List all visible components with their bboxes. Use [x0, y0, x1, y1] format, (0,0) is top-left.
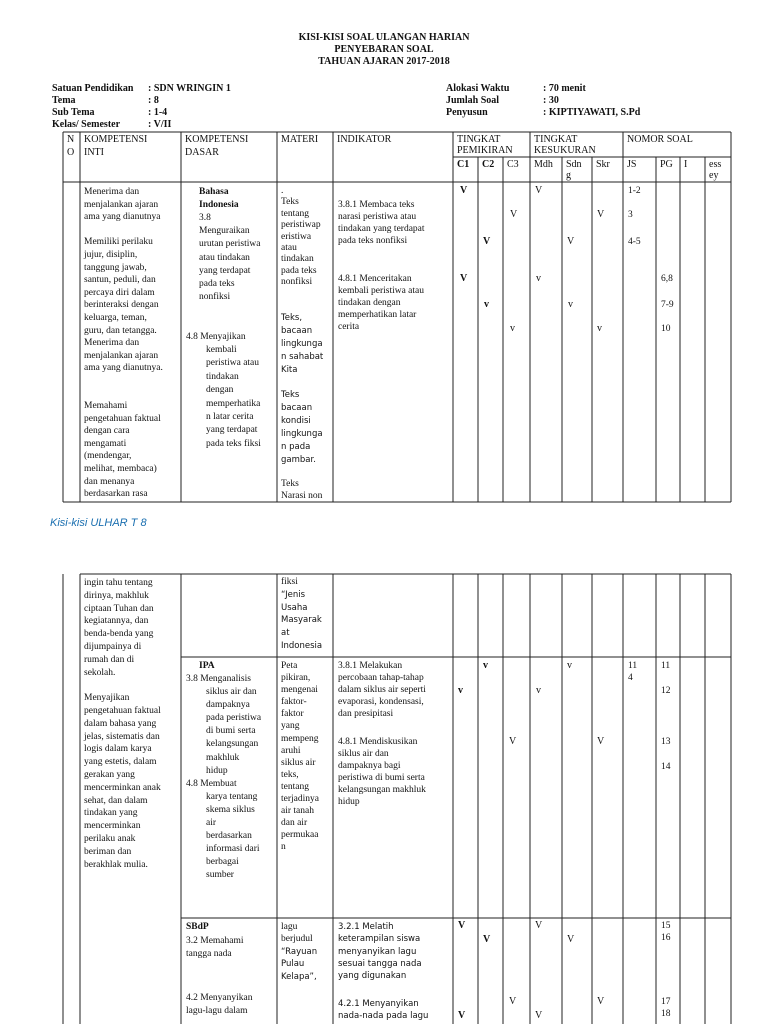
p2-ki-line: mencerminkan anak: [84, 782, 161, 793]
p1-mark-c1: V: [460, 273, 468, 284]
p2-ki-line: perilaku anak: [84, 833, 136, 844]
jumlah-label: Jumlah Soal: [446, 95, 500, 106]
p1-materi-line: tentang: [281, 208, 309, 219]
p2-ki-line: dijumpainya di: [84, 641, 142, 652]
p2-ipa-materi-line: n: [281, 842, 286, 853]
header-kd-1: KOMPETENSI: [185, 134, 249, 145]
p1-mark-c2: v: [484, 299, 489, 310]
header-essey-2: ey: [709, 170, 719, 181]
p2-sbdp-pg: 15: [661, 921, 671, 931]
p1-ki-line: percaya diri dalam: [84, 287, 155, 298]
p1-mark-sdng: V: [567, 236, 575, 247]
p2-ipa-ind-b: [338, 736, 426, 808]
p2-ipa-materi-line: faktor: [281, 709, 304, 720]
jumlah-value: : 30: [543, 95, 559, 106]
p1-ki-line: [84, 224, 163, 237]
p1-kd-a: [199, 212, 260, 304]
tema-label: Tema: [52, 95, 76, 106]
p1-mark-c3: v: [510, 323, 515, 334]
p2-ki-line: sehat, dan dalam: [84, 795, 148, 806]
p2-sbdp-ind-line: menyanyikan lagu: [338, 946, 417, 957]
p1-mark-mdh: v: [536, 273, 541, 284]
p2-ki-line: tindakan yang: [84, 808, 138, 819]
p1-materi-line: atau: [281, 243, 297, 254]
p2-ipa-kd: [186, 673, 261, 883]
p1-kd-a-line: urutan peristiwa: [199, 239, 261, 250]
p2-ipa-materi-line: air tanah: [281, 806, 314, 817]
p2-ipa-materi-line: mempeng: [281, 733, 319, 744]
header-no-2: O: [67, 147, 75, 158]
p1-kd-b-line: tindakan: [206, 371, 239, 382]
p1-kd-a-line: pada teks: [199, 279, 235, 290]
kelas-value: : V/II: [148, 119, 172, 130]
p2-ipa-kd-line: air: [206, 818, 217, 829]
p2-ipa-materi-line: pikiran,: [281, 673, 311, 684]
p2-ipa-kd-line: informasi dari: [206, 844, 260, 855]
p2-ipa-ind-line: 4.8.1 Mendiskusikan: [338, 737, 418, 747]
p2-ipa-ind-line: dan presipitasi: [338, 709, 394, 719]
p1-kd-b-line: memperhatika: [206, 398, 261, 409]
p2-ipa-materi-line: teks,: [281, 769, 299, 780]
header-nomor-soal: NOMOR SOAL: [627, 134, 693, 145]
p1-mark-skr: v: [597, 323, 602, 334]
p2-ipa-kd-line: karya tentang: [206, 791, 258, 802]
p2-materi-line: Indonesia: [281, 640, 323, 651]
p1-mark-c3: V: [510, 209, 518, 220]
p2-sbdp-ind-line: nada-nada pada lagu: [338, 1011, 429, 1022]
p1-ki-line: Memahami: [84, 401, 128, 412]
kelas-label: Kelas/ Semester: [52, 119, 121, 130]
p2-ipa-materi-line: tentang: [281, 781, 309, 792]
p2-sbdp-pg: 16: [661, 933, 671, 943]
p1-mark-c2: V: [483, 236, 491, 247]
satuan-label: Satuan Pendidikan: [52, 83, 134, 94]
penyusun-label: Penyusun: [446, 107, 488, 118]
p2-sbdp-ind-b: [338, 998, 428, 1023]
p1-materi-line: tindakan: [281, 254, 314, 265]
p1-ki-line: [84, 375, 163, 388]
p1-kd-b: [206, 344, 261, 451]
p2-ki-line: Menyajikan: [84, 693, 130, 704]
document-caption: Kisi-kisi ULHAR T 8: [50, 517, 147, 529]
p1-materi-line: pada teks: [281, 265, 317, 276]
p2-sbdp-ind-line: 4.2.1 Menyanyikan: [338, 999, 419, 1009]
p2-ipa-ind-line: kelangsungan makhluk: [338, 785, 426, 795]
p1-ki-line: ama yang dianutnya: [84, 212, 161, 223]
p2-ki-line: ciptaan Tuhan dan: [84, 603, 154, 614]
p1-ki-text: [84, 186, 163, 501]
p1-materi-c: [281, 389, 323, 467]
p2-ipa-materi-line: yang: [281, 721, 300, 732]
p1-materi-line: lingkunga: [281, 429, 323, 439]
p1-materi-line: bacaan: [281, 326, 313, 336]
p2-ki-line: mencerminkan: [84, 821, 141, 832]
p2-ipa-materi-line: dan air: [281, 818, 308, 829]
satuan-value: : SDN WRINGIN 1: [148, 83, 231, 94]
p1-ki-line: santun, peduli, dan: [84, 275, 156, 286]
p2-sbdp-ind-line: keterampilan siswa: [338, 934, 421, 945]
p2-ipa-ind-line: percobaan tahap-tahap: [338, 673, 424, 683]
p1-indikator-a: [338, 199, 425, 247]
p1-js: 3: [628, 210, 633, 220]
p1-ki-line: (mendengar,: [84, 451, 132, 462]
p1-ki-line: berdasarkan rasa: [84, 489, 148, 500]
header-tp-2: PEMIKIRAN: [457, 145, 513, 156]
p2-ipa-kd-line: berbagai: [206, 857, 239, 868]
p2-mark-c2: V: [483, 934, 491, 945]
p2-mark-mdh: V: [535, 920, 543, 931]
alokasi-label: Alokasi Waktu: [446, 83, 510, 94]
p1-materi-line: Teks,: [281, 313, 303, 323]
p2-ipa-ind-line: hidup: [338, 797, 360, 807]
p1-mark-mdh: V: [535, 185, 543, 196]
p1-ind-line: 3.8.1 Membaca teks: [338, 200, 415, 210]
header-c2: C2: [482, 159, 495, 170]
p2-ki-line: jelas, sistematis dan: [84, 731, 160, 742]
penyusun-value: : KIPTIYAWATI, S.Pd: [543, 107, 641, 118]
p1-indikator-b: [338, 273, 424, 333]
p2-ipa-kd-line: hidup: [206, 765, 228, 776]
p1-kd-b-line: kembali: [206, 345, 237, 355]
p2-materi-line: fiksi: [281, 577, 298, 587]
p2-ipa-materi-line: aruhi: [281, 745, 301, 756]
p1-ki-line: Memiliki perilaku: [84, 237, 153, 248]
p2-ki-line: pengetahuan faktual: [84, 705, 161, 716]
doc-title-line2: PENYEBARAN SOAL: [334, 44, 434, 55]
p1-materi-line: peristiwap: [281, 220, 321, 231]
p1-mark-sdng: v: [568, 299, 573, 310]
p1-ind-line: memperhatikan latar: [338, 310, 417, 320]
subtema-label: Sub Tema: [52, 107, 95, 118]
p1-ind-line: pada teks nonfiksi: [338, 236, 408, 246]
p2-ki-line: dirinya, makhluk: [84, 590, 149, 601]
p1-materi-line: Narasi non: [281, 491, 323, 501]
p2-ki-line: kegiatannya, dan: [84, 616, 149, 627]
p1-js: 4-5: [628, 237, 641, 247]
p2-mark-c3: V: [509, 996, 517, 1007]
header-no-1: N: [67, 134, 75, 145]
p1-materi-line: n sahabat: [281, 352, 324, 362]
p2-sbdp-materi: [281, 921, 317, 983]
p1-ki-line: dan menanya: [84, 476, 135, 487]
p2-ipa-ind-line: evaporasi, kondensasi,: [338, 697, 424, 707]
p2-mark-c1: v: [458, 685, 463, 696]
p1-kd-b-line: pada teks fiksi: [206, 438, 261, 449]
p2-sbdp-ind-line: sesuai tangga nada: [338, 958, 422, 969]
p1-mark-c1: V: [460, 185, 468, 196]
p2-ipa-js: 4: [628, 673, 633, 683]
header-skr: Skr: [596, 159, 610, 170]
p1-ind-line: tindakan dengan: [338, 298, 401, 308]
alokasi-value: : 70 menit: [543, 83, 586, 94]
p2-ki-line: beriman dan: [84, 846, 132, 857]
p2-ki-line: ingin tahu tentang: [84, 578, 153, 588]
p1-pg: 6,8: [661, 274, 673, 284]
header-pg: PG: [660, 159, 673, 170]
p2-sbdp-kd-line: lagu-lagu dalam: [186, 1006, 248, 1016]
p1-pg: 7-9: [661, 300, 674, 310]
p1-kd-subject-line: Indonesia: [199, 200, 239, 210]
p2-ipa-materi-line: faktor-: [281, 697, 307, 708]
p2-ki-line: rumah dan di: [84, 654, 135, 665]
p2-sbdp-kd-a: [186, 935, 244, 961]
p2-ipa-kd-line: 4.8 Membuat: [186, 778, 237, 789]
p1-materi-line: bacaan: [281, 403, 313, 413]
p1-kd-a-line: atau tindakan: [199, 252, 250, 263]
p1-ind-line: cerita: [338, 322, 360, 332]
p2-ipa-materi-line: Peta: [281, 661, 298, 671]
p1-kd-a-line: nonfiksi: [199, 292, 231, 303]
p2-sbdp-ind-line: 3.2.1 Melatih: [338, 922, 394, 932]
p2-ipa-kd-line: skema siklus: [206, 804, 255, 815]
p1-materi-a: [281, 186, 321, 289]
p2-ipa-materi: [281, 660, 319, 854]
p2-ki-line: benda-benda yang: [84, 629, 154, 640]
p2-ipa-kd-line: makhluk: [206, 752, 240, 763]
p1-kd-b-line: dengan: [206, 385, 234, 396]
p2-mark-skr: V: [597, 996, 605, 1007]
p2-ipa-ind-line: peristiwa di bumi serta: [338, 773, 425, 783]
p1-kd-b-line: peristiwa atau: [206, 358, 260, 369]
p2-ipa-ind-a: [338, 660, 426, 720]
p1-mark-skr: V: [597, 209, 605, 220]
header-mdh: Mdh: [534, 159, 553, 170]
p2-sbdp-materi-line: Kelapa”,: [281, 971, 317, 982]
p2-ki-line: berakhlak mulia.: [84, 859, 148, 870]
p1-ki-line: menjalankan ajaran: [84, 350, 159, 361]
p2-sbdp-kd-line: tangga nada: [186, 949, 232, 959]
p1-kd-a-line: 3.8: [199, 213, 211, 223]
p1-ki-line: mengamati: [84, 438, 127, 449]
p2-mark-mdh: V: [535, 1010, 543, 1021]
p2-sbdp-ind-a: [338, 921, 422, 982]
p1-materi-line: kondisi: [281, 416, 311, 426]
p1-kd-b-line: yang terdapat: [206, 425, 258, 436]
p2-ipa-materi-line: terjadinya: [281, 794, 319, 805]
p2-mark-sdng: v: [567, 660, 572, 671]
p2-ipa-pg: 13: [661, 737, 671, 747]
p2-ipa-pg: 12: [661, 686, 671, 696]
header-tp-1: TINGKAT: [457, 134, 501, 145]
p2-ipa-pg: 11: [661, 661, 671, 671]
p1-ki-line: tanggung jawab,: [84, 262, 147, 273]
header-materi: MATERI: [281, 134, 319, 145]
p2-ipa-kd-line: berdasarkan: [206, 831, 252, 842]
p1-materi-line: Teks: [281, 479, 299, 489]
header-c1: C1: [457, 159, 470, 170]
p2-mark-sdng: V: [567, 934, 575, 945]
p2-materi-line: Usaha: [281, 602, 308, 613]
p2-mark-mdh: v: [536, 685, 541, 696]
p1-kd-subject: [199, 186, 239, 212]
header-tk-1: TINGKAT: [534, 134, 578, 145]
p1-ki-line: Menerima dan: [84, 338, 140, 349]
doc-title-line1: KISI-KISI SOAL ULANGAN HARIAN: [298, 32, 470, 43]
p2-mark-c3: V: [509, 736, 517, 747]
p1-ki-line: menjalankan ajaran: [84, 199, 159, 210]
p2-ipa-subject: IPA: [199, 661, 215, 671]
p1-ki-line: berinteraksi dengan: [84, 300, 159, 311]
p1-kd-b-line: n latar cerita: [206, 412, 254, 423]
p2-sbdp-subject: SBdP: [186, 922, 209, 932]
p2-sbdp-materi-line: lagu: [281, 922, 298, 932]
p2-ipa-kd-line: 3.8 Menganalisis: [186, 674, 251, 684]
p2-sbdp-pg: 17: [661, 997, 671, 1007]
p2-sbdp-pg: 18: [661, 1009, 671, 1019]
p2-sbdp-kd-line: 3.2 Memahami: [186, 936, 244, 946]
header-i: I: [684, 159, 688, 170]
p1-materi-line: n pada: [281, 442, 311, 452]
p2-ki-line: sekolah.: [84, 667, 116, 678]
p2-ipa-ind-line: dalam siklus air seperti: [338, 685, 426, 695]
p2-ipa-kd-line: dampaknya: [206, 700, 250, 711]
p2-mark-skr: V: [597, 736, 605, 747]
p1-ind-line: 4.8.1 Menceritakan: [338, 274, 412, 284]
p1-ki-line: guru, dan tetangga.: [84, 325, 157, 336]
p2-ipa-kd-line: sumber: [206, 870, 234, 881]
p1-pg: 10: [661, 324, 671, 334]
header-ki-2: INTI: [84, 147, 104, 158]
p2-ipa-kd-line: kelangsungan: [206, 739, 259, 750]
p2-sbdp-materi-line: Pulau: [281, 959, 305, 970]
p1-ki-line: pengetahuan faktual: [84, 413, 161, 424]
p2-ipa-kd-line: siklus air dan: [206, 687, 257, 698]
header-ki-1: KOMPETENSI: [84, 134, 148, 145]
p2-ipa-ind-line: 3.8.1 Melakukan: [338, 661, 403, 671]
p2-ki-text: [84, 577, 177, 871]
header-tk-2: KESUKURAN: [534, 145, 596, 156]
p1-materi-line: Teks: [281, 197, 299, 208]
p2-mark-c2: v: [483, 660, 488, 671]
p1-materi-line: lingkunga: [281, 339, 323, 349]
p1-ki-line: Menerima dan: [84, 187, 140, 197]
header-indikator: INDIKATOR: [337, 134, 392, 145]
p1-materi-line: eristiwa: [281, 231, 312, 242]
p2-ki-line: logis dalam karya: [84, 744, 152, 755]
header-js: JS: [627, 159, 637, 170]
p2-ipa-kd-line: di bumi serta: [206, 726, 256, 737]
header-c3: C3: [507, 159, 519, 170]
p2-ki-line: [84, 679, 177, 692]
p2-ki-line: dalam bahasa yang: [84, 718, 157, 729]
p2-sbdp-ind-line: yang digunakan: [338, 971, 407, 982]
p1-materi-line: .: [281, 186, 284, 196]
doc-title-line3: TAHUAN AJARAN 2017-2018: [318, 56, 450, 67]
p1-ki-line: ama yang dianutnya.: [84, 363, 163, 374]
p2-sbdp-kd-b: [186, 992, 253, 1018]
p1-kd-subject-line: Bahasa: [199, 187, 229, 197]
p1-materi-line: Teks: [281, 390, 300, 400]
p2-ki-line: gerakan yang: [84, 769, 135, 780]
header-sdn-2: g: [566, 170, 571, 181]
header-kd-2: DASAR: [185, 147, 219, 158]
p1-materi-line: gambar.: [281, 455, 316, 465]
header-essey-1: ess: [709, 159, 722, 170]
header-sdn-1: Sdn: [566, 159, 582, 170]
p2-ipa-js: 11: [628, 661, 638, 671]
p1-materi-b: [281, 312, 323, 377]
p2-ipa-kd-line: pada peristiwa: [206, 713, 262, 724]
p1-kd-a-line: yang terdapat: [199, 265, 251, 276]
p2-materi-top: [281, 576, 322, 653]
p1-ind-line: kembali peristiwa atau: [338, 286, 424, 296]
p2-materi-line: “Jenis: [281, 589, 306, 600]
p1-ki-line: keluarga, teman,: [84, 312, 147, 323]
p2-materi-line: Masyarak: [281, 615, 322, 626]
p1-ki-line: [84, 388, 163, 401]
p2-ki-line: yang estetis, dalam: [84, 757, 157, 768]
p2-ipa-materi-line: mengenai: [281, 685, 318, 696]
p2-sbdp-materi-line: berjudul: [281, 934, 313, 945]
p2-ipa-ind-line: dampaknya bagi: [338, 761, 401, 771]
p2-materi-line: at: [281, 628, 290, 639]
p2-sbdp-materi-line: “Rayuan: [281, 946, 318, 957]
p1-ki-line: dengan cara: [84, 426, 130, 437]
p2-ipa-ind-line: siklus air dan: [338, 749, 389, 759]
tema-value: : 8: [148, 95, 159, 106]
p1-ki-line: melihat, membaca): [84, 464, 157, 475]
p1-kd-b-first: 4.8 Menyajikan: [186, 332, 246, 342]
p1-ki-line: jujur, disiplin,: [84, 249, 138, 260]
p1-materi-d: [281, 478, 322, 502]
p1-ind-line: tindakan yang terdapat: [338, 224, 425, 234]
subtema-value: : 1-4: [148, 107, 168, 118]
p1-materi-line: nonfiksi: [281, 277, 313, 288]
p1-materi-line: Kita: [281, 365, 298, 375]
p2-ipa-materi-line: permukaa: [281, 830, 319, 841]
p1-ind-line: narasi peristiwa atau: [338, 212, 417, 222]
p1-kd-a-line: Menguraikan: [199, 226, 250, 237]
p2-mark-c1: V: [458, 920, 466, 931]
p2-ipa-materi-line: siklus air: [281, 757, 316, 768]
p2-sbdp-kd-line: 4.2 Menyanyikan: [186, 993, 253, 1003]
p1-js: 1-2: [628, 186, 641, 196]
p2-ipa-pg: 14: [661, 762, 671, 772]
p2-mark-c1: V: [458, 1010, 466, 1021]
